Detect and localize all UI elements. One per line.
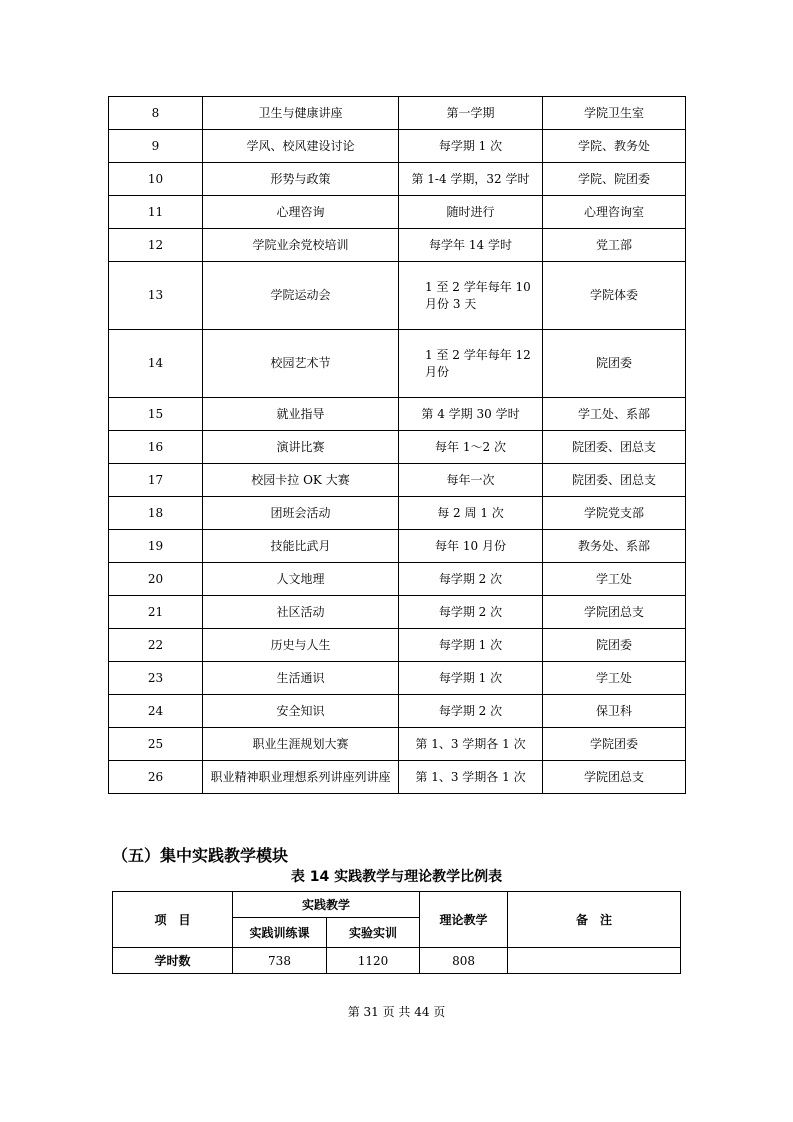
- header-practice: 实践教学: [233, 892, 420, 918]
- table-row: [109, 629, 686, 662]
- table-14-title: 表 14 实践教学与理论教学比例表: [290, 869, 503, 885]
- activity-time: 每学期 2 次: [399, 563, 543, 596]
- table-row: [109, 163, 686, 196]
- table-row: [109, 761, 686, 794]
- activity-time: 每学期 1 次: [399, 662, 543, 695]
- activity-table-body: [109, 97, 686, 794]
- activity-name: 心理咨询: [203, 196, 399, 229]
- activity-time: 第 1-4 学期，32 学时: [399, 163, 543, 196]
- activity-name: 就业指导: [203, 398, 399, 431]
- table-row: [109, 330, 686, 398]
- activity-department: 学工处、系部: [543, 398, 686, 431]
- activity-name: 历史与人生: [203, 629, 399, 662]
- activity-name: 卫生与健康讲座: [203, 97, 399, 130]
- table-row: [109, 596, 686, 629]
- header-item: 项 目: [113, 892, 233, 948]
- activity-department: 党工部: [543, 229, 686, 262]
- table-row: [109, 728, 686, 761]
- value-training: 738: [233, 948, 327, 974]
- activity-time: 第 4 学期 30 学时: [399, 398, 543, 431]
- activity-name: 生活通识: [203, 662, 399, 695]
- activity-department: 教务处、系部: [543, 530, 686, 563]
- activity-name: 学院运动会: [203, 262, 399, 330]
- activity-department: 学院、院团委: [543, 163, 686, 196]
- activity-name: 学院业余党校培训: [203, 229, 399, 262]
- table-row: [109, 662, 686, 695]
- value-theory: 808: [420, 948, 508, 974]
- activity-time: 1 至 2 学年每年 12 月份: [399, 330, 543, 398]
- row-number: 16: [109, 431, 203, 464]
- table-row: [109, 97, 686, 130]
- table-row: [109, 398, 686, 431]
- activity-name: 形势与政策: [203, 163, 399, 196]
- activity-time: 第一学期: [399, 97, 543, 130]
- activity-department: 心理咨询室: [543, 196, 686, 229]
- row-number: 12: [109, 229, 203, 262]
- row-number: 24: [109, 695, 203, 728]
- activity-time: 每学期 2 次: [399, 596, 543, 629]
- activity-time: 每年 10 月份: [399, 530, 543, 563]
- row-label-hours: 学时数: [113, 948, 233, 974]
- activity-name: 人文地理: [203, 563, 399, 596]
- value-lab: 1120: [327, 948, 420, 974]
- row-number: 19: [109, 530, 203, 563]
- row-number: 10: [109, 163, 203, 196]
- table-row: [109, 497, 686, 530]
- activity-time: 1 至 2 学年每年 10 月份 3 天: [399, 262, 543, 330]
- activity-time: 第 1、3 学期各 1 次: [399, 761, 543, 794]
- row-number: 8: [109, 97, 203, 130]
- activity-name: 安全知识: [203, 695, 399, 728]
- activity-department: 院团委: [543, 330, 686, 398]
- activity-time: 每学期 1 次: [399, 629, 543, 662]
- activity-department: 学院团总支: [543, 596, 686, 629]
- activity-name: 职业精神职业理想系列讲座列讲座: [203, 761, 399, 794]
- activity-department: 学工处: [543, 563, 686, 596]
- activity-time: 每学期 2 次: [399, 695, 543, 728]
- row-number: 15: [109, 398, 203, 431]
- row-number: 14: [109, 330, 203, 398]
- activity-time: 随时进行: [399, 196, 543, 229]
- table-row: [109, 130, 686, 163]
- table-row: [109, 196, 686, 229]
- activity-name: 职业生涯规划大赛: [203, 728, 399, 761]
- row-number: 17: [109, 464, 203, 497]
- header-training: 实践训练课: [233, 918, 327, 948]
- row-number: 20: [109, 563, 203, 596]
- row-number: 21: [109, 596, 203, 629]
- section-title: （五）集中实践教学模块: [112, 846, 289, 865]
- activity-name: 校园卡拉 OK 大赛: [203, 464, 399, 497]
- activity-department: 学院党支部: [543, 497, 686, 530]
- table-row: [109, 464, 686, 497]
- activity-department: 学院卫生室: [543, 97, 686, 130]
- activity-name: 校园艺术节: [203, 330, 399, 398]
- activity-department: 学院体委: [543, 262, 686, 330]
- table-row: [109, 563, 686, 596]
- activity-time: 第 1、3 学期各 1 次: [399, 728, 543, 761]
- activity-name: 团班会活动: [203, 497, 399, 530]
- page-footer: 第 31 页 共 44 页: [347, 1005, 446, 1019]
- activity-name: 技能比武月: [203, 530, 399, 563]
- row-number: 22: [109, 629, 203, 662]
- header-lab: 实验实训: [327, 918, 420, 948]
- activity-department: 学院团委: [543, 728, 686, 761]
- ratio-table: [112, 891, 681, 974]
- activity-name: 社区活动: [203, 596, 399, 629]
- activity-department: 院团委、团总支: [543, 431, 686, 464]
- table-row: [109, 229, 686, 262]
- table-row: [109, 262, 686, 330]
- activity-table: [108, 96, 686, 794]
- activity-department: 学院、教务处: [543, 130, 686, 163]
- header-note: 备 注: [508, 892, 681, 948]
- activity-department: 学院团总支: [543, 761, 686, 794]
- header-theory: 理论教学: [420, 892, 508, 948]
- table-row: [109, 530, 686, 563]
- activity-department: 院团委: [543, 629, 686, 662]
- activity-time: 每学期 1 次: [399, 130, 543, 163]
- activity-name: 学风、校风建设讨论: [203, 130, 399, 163]
- activity-department: 保卫科: [543, 695, 686, 728]
- row-number: 25: [109, 728, 203, 761]
- row-number: 13: [109, 262, 203, 330]
- row-number: 26: [109, 761, 203, 794]
- table-row: [109, 431, 686, 464]
- activity-department: 院团委、团总支: [543, 464, 686, 497]
- activity-time: 每 2 周 1 次: [399, 497, 543, 530]
- row-number: 23: [109, 662, 203, 695]
- value-note: [508, 948, 681, 974]
- activity-time: 每年 1～2 次: [399, 431, 543, 464]
- row-number: 9: [109, 130, 203, 163]
- activity-time: 每年一次: [399, 464, 543, 497]
- activity-time: 每学年 14 学时: [399, 229, 543, 262]
- row-number: 18: [109, 497, 203, 530]
- table-row: [109, 695, 686, 728]
- activity-name: 演讲比赛: [203, 431, 399, 464]
- activity-department: 学工处: [543, 662, 686, 695]
- row-number: 11: [109, 196, 203, 229]
